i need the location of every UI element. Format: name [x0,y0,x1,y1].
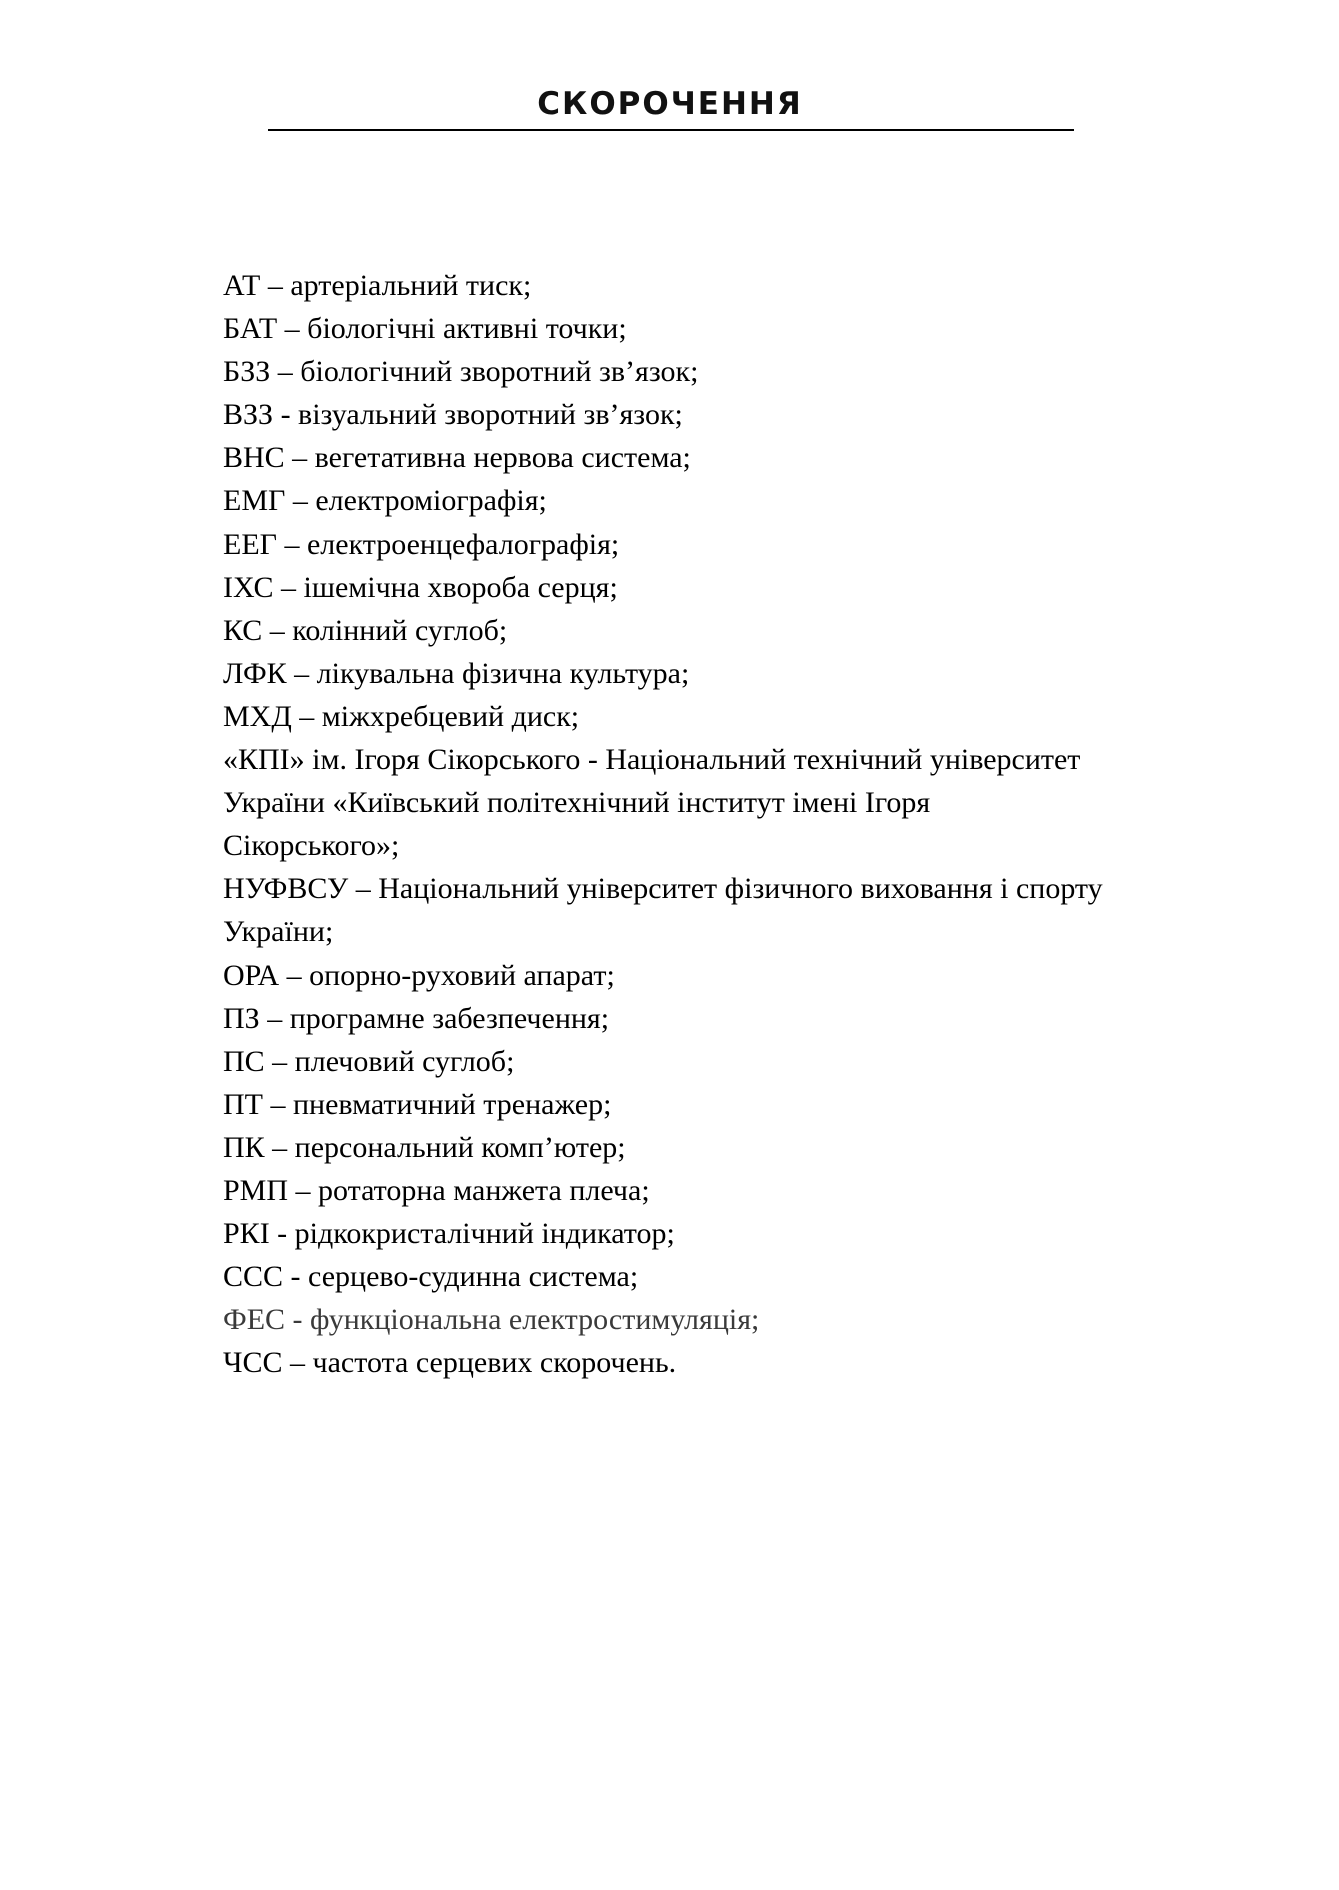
abbreviation-text-line: ЕМГ – електроміографія; [223,484,547,518]
abbreviation-item [223,1212,1223,1255]
abbreviation-text-line: ПК – персональний комп’ютер; [223,1130,626,1164]
abbreviation-item [223,1040,1223,1083]
abbreviation-item [223,566,1223,609]
abbreviation-text-line: Сікорського»; [223,829,400,863]
abbreviation-item [223,479,1223,522]
abbreviation-item [223,307,1223,350]
abbreviation-item [223,1083,1223,1126]
abbreviation-item [223,1341,1223,1384]
abbreviation-text-line: ОРА – опорно-руховий апарат; [223,958,615,992]
abbreviation-text-line: України; [223,915,334,949]
abbreviation-text-line: РКІ - рідкокристалічний індикатор; [223,1217,675,1251]
abbreviation-text-line: БАТ – біологічні активні точки; [223,312,627,346]
abbreviation-item [223,393,1223,436]
abbreviation-text-line: ВНС – вегетативна нервова система; [223,441,691,475]
abbreviation-text-line: ПС – плечовий суглоб; [223,1044,515,1078]
abbreviation-item [223,264,1223,307]
abbreviation-text-line: України «Київський політехнічний інститут імені Ігоря [223,786,931,820]
abbreviation-text-line: ЛФК – лікувальна фізична культура; [223,656,690,690]
abbreviation-text-line: ВЗЗ - візуальний зворотний зв’язок; [223,398,683,432]
abbreviation-text-line: РМП – ротаторна манжета плеча; [223,1173,650,1207]
abbreviation-text-line: АТ – артеріальний тиск; [223,269,532,302]
abbreviation-text-line: БЗЗ – біологічний зворотний зв’язок; [223,355,699,389]
abbreviation-item [223,1169,1223,1212]
abbreviation-item [223,523,1223,566]
abbreviation-text-line: МХД – міжхребцевий диск; [223,699,580,733]
page-title: СКОРОЧЕННЯ [537,86,803,122]
abbreviation-text-line: «КПІ» ім. Ігоря Сікорського - Національний технічний університет [223,743,1081,777]
abbreviation-item [223,867,1223,953]
abbreviation-item [223,652,1223,695]
abbreviation-text-line: НУФВСУ – Національний університет фізичного виховання і спорту [223,872,1103,906]
abbreviation-text-line: ССС - серцево-судинна система; [223,1260,639,1294]
abbreviation-text-line: ЧСС – частота серцевих скорочень. [223,1346,677,1380]
abbreviation-text-line: ПТ – пневматичний тренажер; [223,1087,612,1121]
abbreviation-item [223,997,1223,1040]
abbreviation-list [223,264,1223,1384]
abbreviation-item [223,954,1223,997]
abbreviation-text-line: ПЗ – програмне забезпечення; [223,1001,610,1035]
abbreviation-item [223,350,1223,393]
abbreviation-text-line: ІХС – ішемічна хвороба серця; [223,570,618,604]
abbreviation-item [223,436,1223,479]
abbreviation-text-line: ФЕС - функціональна електростимуляція; [223,1303,760,1337]
abbreviation-text-line: ЕЕГ – електроенцефалографія; [223,527,620,561]
abbreviation-item [223,609,1223,652]
abbreviation-item [223,695,1223,738]
title-underline [268,129,1074,131]
abbreviation-item [223,1255,1223,1298]
abbreviation-item [223,1298,1223,1341]
abbreviation-item [223,1126,1223,1169]
abbreviation-text-line: КС – колінний суглоб; [223,613,508,647]
abbreviation-item [223,738,1223,867]
